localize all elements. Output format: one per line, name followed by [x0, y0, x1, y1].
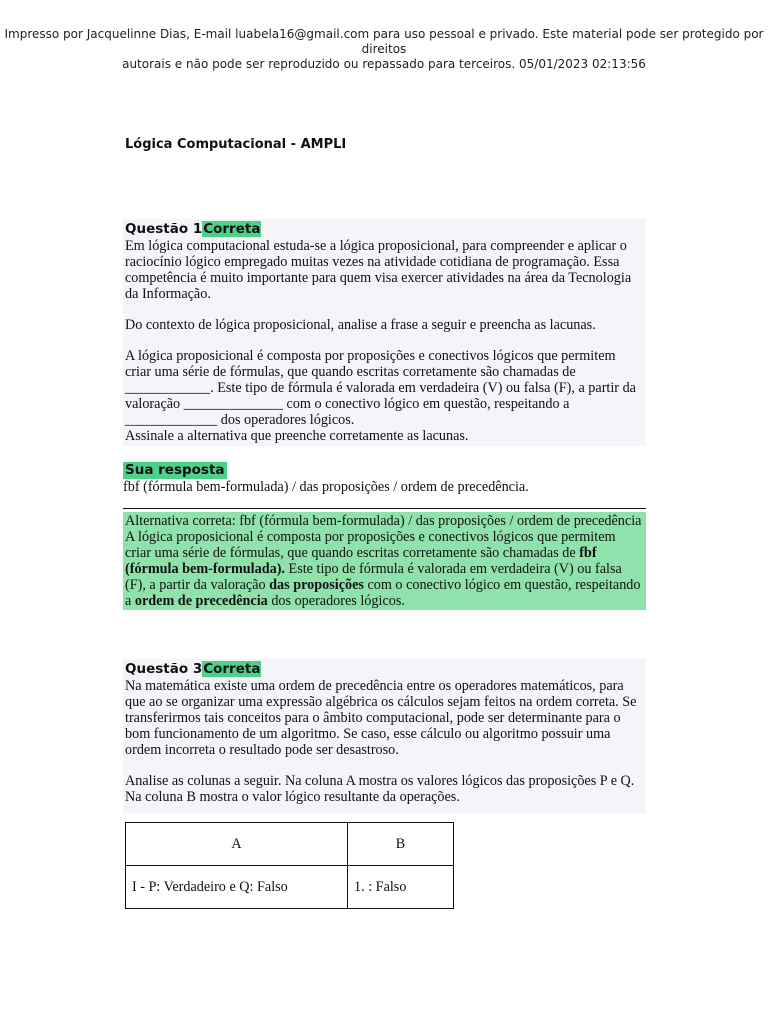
feedback-text-4: dos operadores lógicos.	[267, 593, 405, 609]
question-1-label: Questão 1	[125, 221, 203, 237]
print-watermark	[0, 27, 768, 72]
question-3-header	[125, 661, 643, 678]
question-3-paragraph-1: Na matemática existe uma ordem de precedência entre os operadores matemáticos, para que ao se organizar uma expressão algébrica os cálculos sejam feitos na ordem correta. Se transferirmos tais conceitos para o âmbito computacional, pode ser determinante para o bom funcionamento de um algoritmo. Se caso, esse cálculo ou algoritmo possuir uma ordem incorreta o resultado pode ser desastroso.	[125, 678, 637, 758]
your-answer-section	[123, 462, 646, 495]
table-header-row	[126, 823, 454, 866]
feedback-bold-2: das proposições	[269, 577, 364, 593]
column-a-header: A	[126, 823, 348, 866]
question-3-paragraph-2: Analise as colunas a seguir. Na coluna A mostra os valores lógicos das proposições P e Q. Na coluna B mostra o valor lógico resultante da operações.	[125, 773, 635, 805]
table-row	[126, 866, 454, 909]
question-3-status-badge: Correta	[203, 661, 261, 677]
column-b-cell: 1. : Falso	[348, 866, 454, 909]
question-1-paragraph-2: Do contexto de lógica proposicional, analise a frase a seguir e preencha as lacunas.	[125, 317, 596, 333]
watermark-line-2: autorais e não pode ser reproduzido ou repassado para terceiros. 05/01/2023 02:13:56	[122, 57, 646, 71]
feedback-text-1: Alternativa correta: fbf (fórmula bem-formulada) / das proposições / ordem de precedência A lógica proposicional é composta por proposições e conectivos lógicos que permitem criar uma série de fórmulas, que quando escritas corretamente são chamadas de	[125, 513, 642, 561]
feedback-bold-3: ordem de precedência	[134, 593, 268, 609]
question-3-block	[123, 659, 646, 813]
column-b-header: B	[348, 823, 454, 866]
correct-answer-feedback	[123, 512, 646, 610]
feedback-text-3: com o conectivo lógico em questão, respeitando a	[125, 577, 641, 609]
question-1-status-badge: Correta	[203, 221, 261, 237]
question-1-paragraph-4: Assinale a alternativa que preenche corretamente as lacunas.	[125, 428, 469, 444]
divider-line	[123, 508, 646, 509]
question-1-block	[123, 219, 646, 446]
your-answer-text: fbf (fórmula bem-formulada) / das proposições / ordem de precedência.	[123, 479, 529, 495]
question-1-paragraph-1: Em lógica computacional estuda-se a lógica proposicional, para compreender e aplicar o raciocínio lógico empregado muitas vezes na atividade cotidiana de programação. Essa competência é muito importante para quem visa exercer atividades na área da Tecnologia da Informação.	[125, 238, 632, 302]
columns-table	[125, 822, 454, 909]
feedback-bold-1: fbf (fórmula bem-formulada).	[125, 545, 597, 577]
document-title: Lógica Computacional - AMPLI	[125, 137, 347, 152]
question-3-label: Questão 3	[125, 661, 203, 677]
question-1-paragraph-3: A lógica proposicional é composta por proposições e conectivos lógicos que permitem criar uma série de fórmulas, que quando escritas corretamente são chamadas de ____________. Este tipo de fórmula é valorada em verdadeira (V) ou falsa (F), a partir da valoração ______________ com o conectivo lógico em questão, respeitando a _____________ dos operadores lógicos.	[125, 348, 636, 428]
feedback-text-2: Este tipo de fórmula é valorada em verdadeira (V) ou falsa (F), a partir da valoração	[125, 561, 622, 593]
question-1-header	[125, 221, 643, 238]
your-answer-label: Sua resposta	[125, 462, 225, 478]
column-a-cell: I - P: Verdadeiro e Q: Falso	[126, 866, 348, 909]
watermark-line-1: Impresso por Jacquelinne Dias, E-mail luabela16@gmail.com para uso pessoal e privado. Este material pode ser protegido por direitos	[4, 27, 764, 56]
